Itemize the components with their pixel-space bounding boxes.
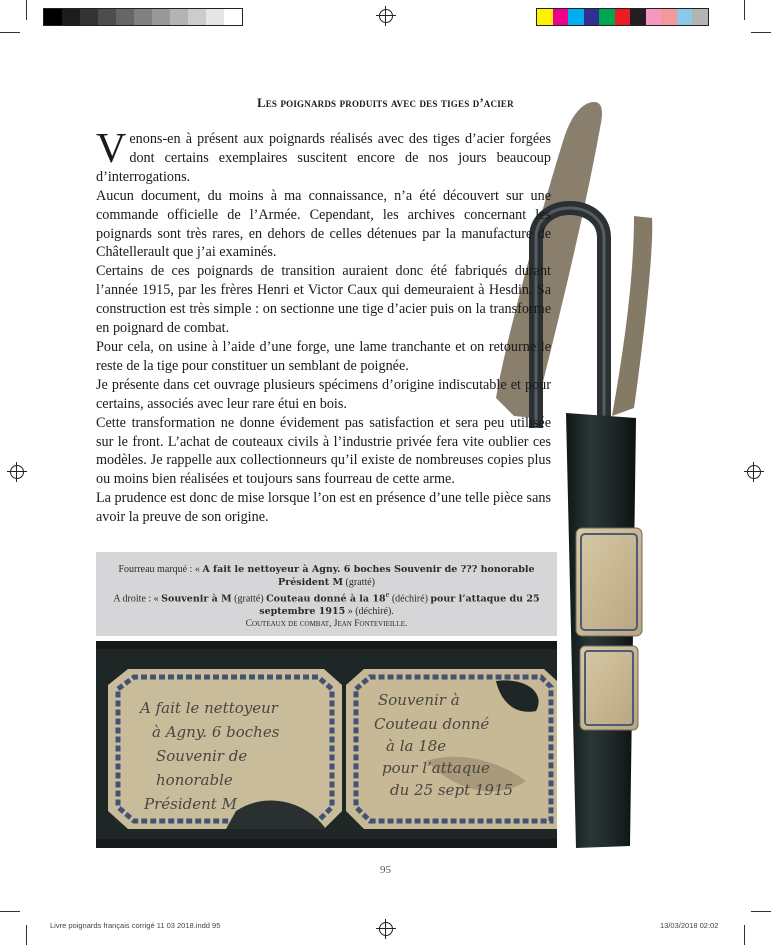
page-number: 95 <box>380 864 391 876</box>
paragraph: Je présente dans cet ouvrage plusieurs spécimens d’origine indiscutable et pour certains, associés avec leur rare étui en bois. <box>96 376 551 412</box>
crop-mark <box>0 32 20 33</box>
caption-line-2: A droite : « Souvenir à M (gratté) Couteau donné à la 18e (déchiré) pour l’attaque du 25 septembre 1915 » (déchiré). <box>113 590 540 617</box>
scabbard-label-lower <box>580 646 638 730</box>
handwriting-line: à la 18e <box>386 737 447 755</box>
paragraph: Pour cela, on usine à l’aide d’une forge, une lame tranchante et on retourne le reste de la tige pour constituer un semblant de poignée. <box>96 338 551 374</box>
photo-credit: Couteaux de combat, Jean Fontevieille. <box>245 619 408 630</box>
photo-caption <box>104 564 549 631</box>
color-swatch <box>677 9 693 25</box>
handwriting-line: Souvenir à <box>378 691 460 709</box>
color-swatch <box>599 9 615 25</box>
handwriting-line: honorable <box>156 771 233 789</box>
section-title: Les poignards produits avec des tiges d’acier <box>257 96 514 110</box>
crop-mark <box>751 32 771 33</box>
crop-mark <box>744 0 745 20</box>
gray-swatch <box>62 9 80 25</box>
handwriting-line: à Agny. 6 boches <box>152 723 280 741</box>
color-swatch <box>630 9 646 25</box>
handwriting-line: Président M <box>144 795 237 813</box>
leather-strap-end <box>612 216 652 416</box>
handwriting-line: A fait le nettoyeur <box>140 699 278 717</box>
labels-closeup-photo <box>96 641 557 848</box>
registration-mark-top <box>379 9 393 23</box>
color-swatch <box>584 9 600 25</box>
color-swatch <box>661 9 677 25</box>
gray-swatch <box>116 9 134 25</box>
handwriting-line: Couteau donné <box>374 715 490 733</box>
registration-mark-bottom <box>379 922 393 936</box>
body-text <box>96 126 551 527</box>
footer-file-info: Livre poignards français corrigé 11 03 2018.indd 95 <box>50 921 221 930</box>
footer-date: 13/03/2018 02:02 <box>660 921 719 930</box>
labels-closeup-illustration <box>96 641 557 848</box>
drop-cap: V <box>96 126 127 172</box>
registration-mark-left <box>10 465 24 479</box>
paragraph: Venons-en à présent aux poignards réalisés avec des tiges d’acier forgées dont certains exemplaires suscitent encore de nos jours beaucoup d’interrogations. <box>96 126 551 185</box>
gray-swatch <box>188 9 206 25</box>
paragraph: Certains de ces poignards de transition auraient donc été fabriqués durant l’année 1915, par les frères Henri et Victor Caux qui demeuraient à Hesdin. Sa construction est très simple : on sectionne une tige d’acier puis on la transforme en poignard de combat. <box>96 263 551 337</box>
color-swatch <box>615 9 631 25</box>
registration-mark-right <box>747 465 761 479</box>
crop-mark <box>744 925 745 945</box>
handwriting-line: Souvenir de <box>156 747 248 765</box>
color-calibration-bar <box>536 8 709 26</box>
gray-swatch <box>152 9 170 25</box>
handwriting-line: pour l’attaque <box>382 759 490 777</box>
scabbard-label-upper <box>576 528 642 636</box>
gray-swatch <box>224 9 242 25</box>
crop-mark <box>751 911 771 912</box>
color-swatch <box>646 9 662 25</box>
crop-mark <box>26 0 27 20</box>
gray-swatch <box>98 9 116 25</box>
grayscale-calibration-bar <box>43 8 243 26</box>
crop-mark <box>26 925 27 945</box>
color-swatch <box>692 9 708 25</box>
color-swatch <box>537 9 553 25</box>
gray-swatch <box>134 9 152 25</box>
color-swatch <box>553 9 569 25</box>
crop-mark <box>0 911 20 912</box>
paragraph: Cette transformation ne donne évidement pas satisfaction et sera peu utilisée sur le front. L’achat de couteaux civils à l’industrie privée fera vite oublier ces modèles. Je rappelle aux collectionneurs qu’il existe de nombreuses copies plus ou moins bien réalisées et toujours sans fourreau de cette arme. <box>96 414 551 488</box>
handwriting-line: du 25 sept 1915 <box>390 781 514 799</box>
paragraph: La prudence est donc de mise lorsque l’on est en présence d’une telle pièce sans avoir la preuve de son origine. <box>96 490 551 526</box>
gray-swatch <box>206 9 224 25</box>
gray-swatch <box>44 9 62 25</box>
gray-swatch <box>170 9 188 25</box>
color-swatch <box>568 9 584 25</box>
caption-line-1: Fourreau marqué : « A fait le nettoyeur à Agny. 6 boches Souvenir de ??? honorable Président M (gratté) <box>118 564 535 588</box>
gray-swatch <box>80 9 98 25</box>
paragraph: Aucun document, du moins à ma connaissance, n’a été découvert sur une commande officielle de l’Armée. Cependant, les archives concernant les poignards sont très rares, en dehors de celles détenues par la manufacture de Châtellerault que j’ai examinés. <box>96 187 551 261</box>
